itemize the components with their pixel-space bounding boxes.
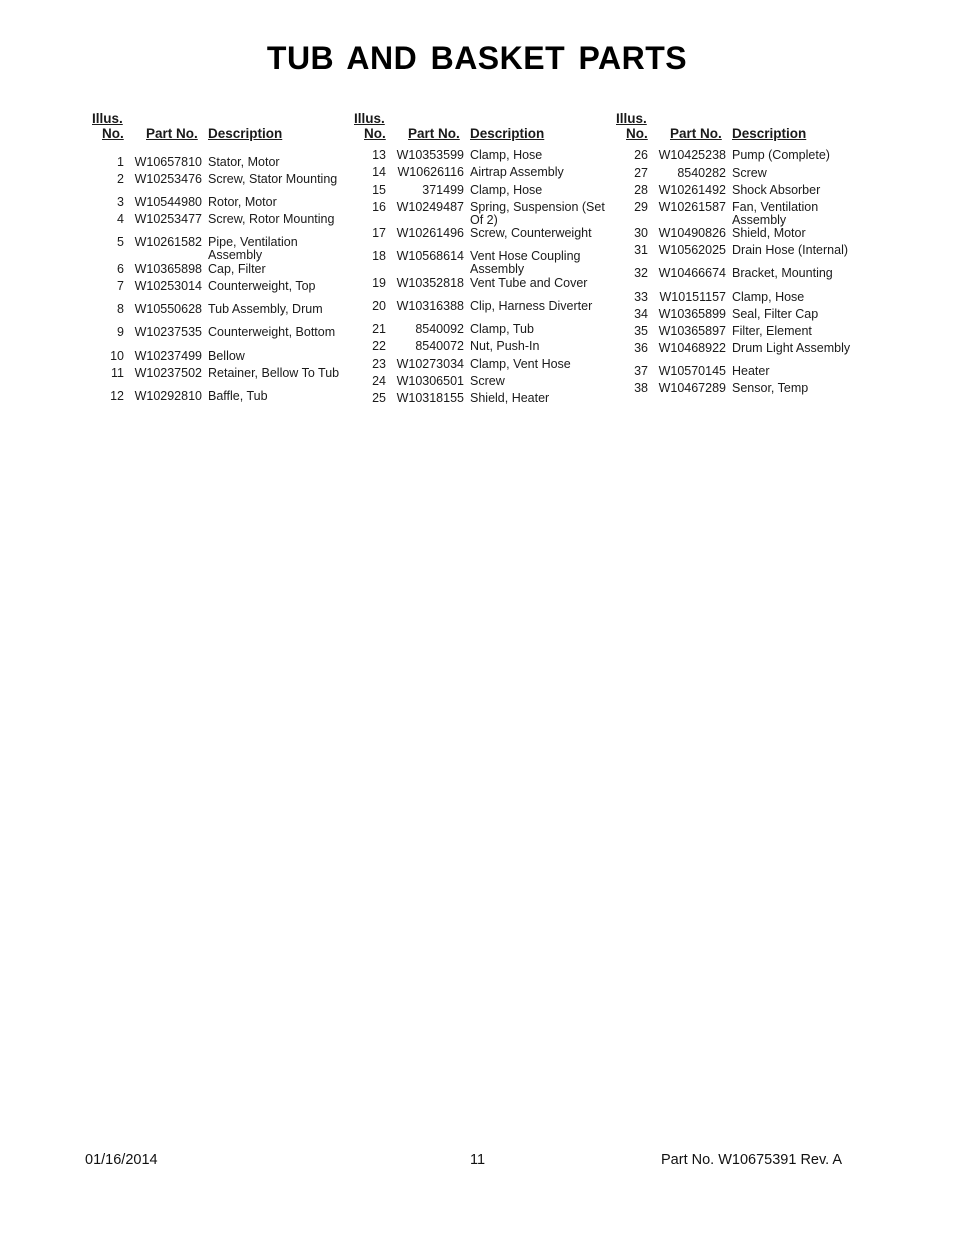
illus-number: 22 (372, 339, 386, 353)
part-description: Clamp, Hose (732, 290, 805, 304)
header-no: No. (364, 126, 386, 141)
illus-number: 3 (117, 195, 124, 209)
illus-number: 20 (372, 299, 386, 313)
footer-part-number: Part No. W10675391 Rev. A (661, 1152, 843, 1168)
illus-number: 6 (117, 262, 124, 276)
part-number: 8540072 (415, 339, 464, 353)
part-number: W10466674 (658, 266, 726, 280)
part-description: Counterweight, Top (208, 279, 316, 293)
header-part-no: Part No. (670, 126, 722, 141)
part-description: Clamp, Hose (470, 183, 543, 197)
part-description: Stator, Motor (208, 155, 280, 169)
part-number: W10237535 (134, 325, 202, 339)
part-description: Vent Hose Coupling Assembly (470, 249, 581, 276)
part-number: W10425238 (658, 148, 726, 162)
part-description: Screw (732, 166, 767, 180)
part-description: Sensor, Temp (732, 381, 809, 395)
part-description: Baffle, Tub (208, 389, 268, 403)
part-number: W10550628 (134, 302, 202, 316)
part-number: W10365899 (658, 307, 726, 321)
illus-number: 23 (372, 357, 386, 371)
illus-number: 35 (634, 324, 648, 338)
illus-number: 17 (372, 226, 386, 240)
page-title: TUB AND BASKET PARTS (266, 40, 688, 76)
part-number: W10316388 (396, 299, 464, 313)
part-number: W10249487 (396, 200, 464, 214)
part-number: W10253014 (134, 279, 202, 293)
part-number: W10261496 (396, 226, 464, 240)
part-description: Fan, Ventilation Assembly (732, 200, 819, 227)
part-description: Pump (Complete) (732, 148, 830, 162)
header-description: Description (732, 126, 807, 141)
illus-number: 4 (117, 212, 124, 226)
illus-number: 15 (372, 183, 386, 197)
part-number: W10365897 (658, 324, 726, 338)
part-description: Screw, Rotor Mounting (208, 212, 335, 226)
header-part-no: Part No. (408, 126, 460, 141)
part-description: Vent Tube and Cover (470, 276, 588, 290)
part-description: Seal, Filter Cap (732, 307, 819, 321)
part-number: W10292810 (134, 389, 202, 403)
illus-number: 31 (634, 243, 648, 257)
part-number: W10570145 (658, 364, 726, 378)
illus-number: 12 (110, 389, 124, 403)
illus-number: 18 (372, 249, 386, 263)
part-number: W10261492 (658, 183, 726, 197)
illus-number: 7 (117, 279, 124, 293)
part-number: W10237499 (134, 349, 202, 363)
illus-number: 24 (372, 374, 386, 388)
part-description: Drum Light Assembly (732, 341, 851, 355)
part-description: Clamp, Tub (470, 322, 534, 336)
illus-number: 36 (634, 341, 648, 355)
illus-number: 16 (372, 200, 386, 214)
part-number: W10306501 (396, 374, 464, 388)
illus-number: 9 (117, 325, 124, 339)
illus-number: 27 (634, 166, 648, 180)
part-number: W10151157 (659, 290, 726, 304)
part-number: 8540282 (677, 166, 726, 180)
part-description: Shock Absorber (732, 183, 821, 197)
illus-number: 38 (634, 381, 648, 395)
header-illus: Illus. (354, 111, 385, 126)
part-number: W10318155 (396, 391, 464, 405)
part-number: W10562025 (658, 243, 726, 257)
part-number: W10253477 (134, 212, 202, 226)
part-description: Shield, Heater (470, 391, 550, 405)
illus-number: 13 (372, 148, 386, 162)
header-part-no: Part No. (146, 126, 198, 141)
illus-number: 30 (634, 226, 648, 240)
illus-number: 21 (372, 322, 386, 336)
part-number: W10467289 (658, 381, 726, 395)
part-description: Nut, Push-In (470, 339, 540, 353)
part-description: Retainer, Bellow To Tub (208, 366, 340, 380)
part-number: W10657810 (134, 155, 202, 169)
part-number: W10261587 (658, 200, 726, 214)
illus-number: 1 (117, 155, 124, 169)
part-description: Pipe, Ventilation Assembly (208, 235, 298, 262)
part-description: Screw (470, 374, 505, 388)
part-description: Shield, Motor (732, 226, 806, 240)
part-number: W10468922 (658, 341, 726, 355)
illus-number: 28 (634, 183, 648, 197)
part-number: W10237502 (134, 366, 202, 380)
illus-number: 29 (634, 200, 648, 214)
part-number: W10261582 (134, 235, 202, 249)
part-description: Tub Assembly, Drum (208, 302, 323, 316)
illus-number: 2 (117, 172, 124, 186)
illus-number: 37 (634, 364, 648, 378)
part-description: Clamp, Vent Hose (470, 357, 571, 371)
illus-number: 26 (634, 148, 648, 162)
part-description: Drain Hose (Internal) (732, 243, 849, 257)
part-number: W10273034 (396, 357, 464, 371)
illus-number: 5 (117, 235, 124, 249)
part-description: Clamp, Hose (470, 148, 543, 162)
illus-number: 33 (634, 290, 648, 304)
header-description: Description (470, 126, 545, 141)
illus-number: 11 (111, 366, 124, 380)
illus-number: 8 (117, 302, 124, 316)
header-no: No. (102, 126, 124, 141)
part-description: Bracket, Mounting (732, 266, 833, 280)
part-description: Rotor, Motor (208, 195, 277, 209)
part-description: Heater (732, 364, 770, 378)
part-number: W10626116 (397, 165, 464, 179)
footer-page-number: 11 (470, 1152, 486, 1168)
header-description: Description (208, 126, 283, 141)
part-description: Screw, Stator Mounting (208, 172, 338, 186)
illus-number: 19 (372, 276, 386, 290)
part-number: W10353599 (396, 148, 464, 162)
part-description: Spring, Suspension (Set Of 2) (470, 200, 605, 227)
illus-number: 25 (372, 391, 386, 405)
illus-number: 34 (634, 307, 648, 321)
header-illus: Illus. (92, 111, 123, 126)
part-description: Counterweight, Bottom (208, 325, 336, 339)
part-description: Bellow (208, 349, 245, 363)
part-number: W10544980 (134, 195, 202, 209)
part-number: W10568614 (396, 249, 464, 263)
part-description: Airtrap Assembly (470, 165, 564, 179)
illus-number: 32 (634, 266, 648, 280)
footer-date: 01/16/2014 (85, 1152, 158, 1168)
part-number: W10490826 (658, 226, 726, 240)
part-number: 371499 (422, 183, 464, 197)
header-illus: Illus. (616, 111, 647, 126)
illus-number: 10 (110, 349, 124, 363)
part-number: W10253476 (134, 172, 202, 186)
header-no: No. (626, 126, 648, 141)
part-number: W10365898 (134, 262, 202, 276)
part-number: 8540092 (415, 322, 464, 336)
part-description: Cap, Filter (208, 262, 266, 276)
part-number: W10352818 (396, 276, 464, 290)
part-description: Filter, Element (732, 324, 812, 338)
part-description: Clip, Harness Diverter (470, 299, 593, 313)
illus-number: 14 (372, 165, 386, 179)
part-description: Screw, Counterweight (470, 226, 592, 240)
